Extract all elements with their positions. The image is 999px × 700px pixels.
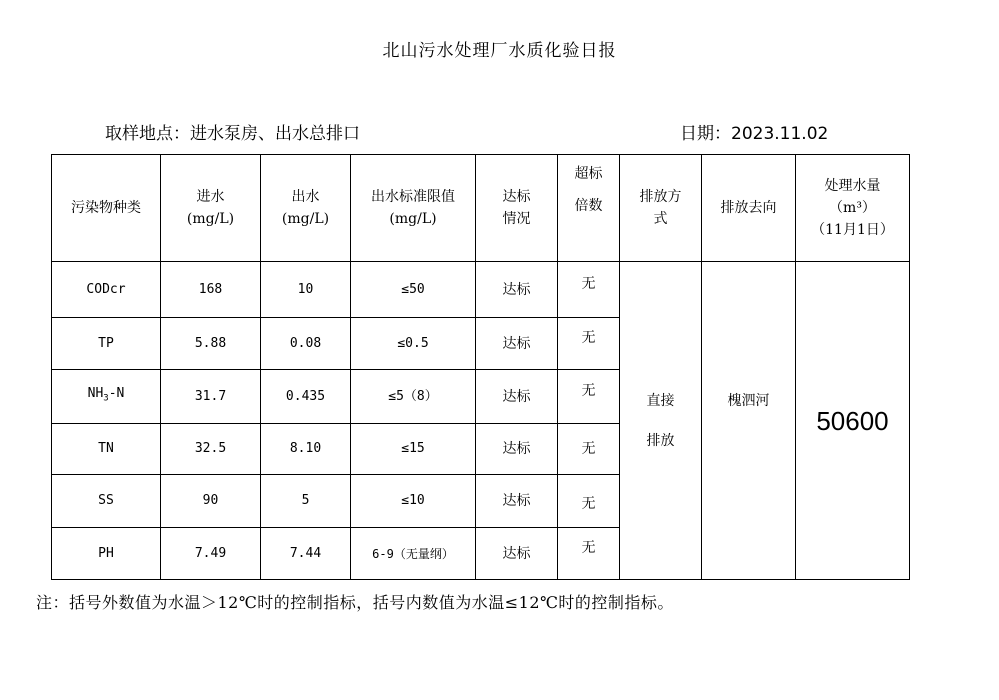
discharge-method: 直接 排放: [620, 262, 702, 580]
header-limit: 出水标准限值 (mg/L): [351, 155, 476, 262]
inflow-value: 7.49: [161, 528, 261, 580]
treated-volume: 50600: [796, 262, 910, 580]
limit-value: ≤0.5: [351, 318, 476, 370]
water-quality-table: [51, 154, 910, 580]
report-date: 日期：2023.11.02: [680, 124, 829, 144]
outflow-value: 7.44: [261, 528, 351, 580]
inflow-value: 32.5: [161, 424, 261, 475]
inflow-value: 31.7: [161, 370, 261, 424]
outflow-value: 5: [261, 475, 351, 528]
discharge-destination: 槐泗河: [702, 262, 796, 580]
limit-value: ≤15: [351, 424, 476, 475]
table-row: [52, 262, 910, 318]
status-value: 达标: [476, 424, 558, 475]
pollutant-name: SS: [52, 475, 161, 528]
header-exceed: 超标 倍数: [558, 155, 620, 262]
header-volume: 处理水量 （m³） （11月1日）: [796, 155, 910, 262]
limit-value: 6-9（无量纲）: [351, 528, 476, 580]
header-type: 污染物种类: [52, 155, 161, 262]
status-value: 达标: [476, 528, 558, 580]
exceed-value: 无: [558, 370, 620, 424]
exceed-value: 无: [558, 262, 620, 318]
inflow-value: 168: [161, 262, 261, 318]
limit-value: ≤50: [351, 262, 476, 318]
pollutant-name: TN: [52, 424, 161, 475]
status-value: 达标: [476, 475, 558, 528]
outflow-value: 0.435: [261, 370, 351, 424]
footnote: 注：括号外数值为水温＞12℃时的控制指标，括号内数值为水温≤12℃时的控制指标。: [36, 593, 674, 612]
pollutant-name: TP: [52, 318, 161, 370]
outflow-value: 10: [261, 262, 351, 318]
header-outflow: 出水 (mg/L): [261, 155, 351, 262]
limit-value: ≤10: [351, 475, 476, 528]
header-destination: 排放去向: [702, 155, 796, 262]
status-value: 达标: [476, 262, 558, 318]
status-value: 达标: [476, 370, 558, 424]
sampling-location: 取样地点：进水泵房、出水总排口: [105, 124, 360, 144]
status-value: 达标: [476, 318, 558, 370]
limit-value: ≤5（8）: [351, 370, 476, 424]
pollutant-name: PH: [52, 528, 161, 580]
exceed-value: 无: [558, 528, 620, 580]
pollutant-name: CODcr: [52, 262, 161, 318]
outflow-value: 8.10: [261, 424, 351, 475]
exceed-value: 无: [558, 318, 620, 370]
exceed-value: 无: [558, 475, 620, 528]
header-row: [52, 155, 910, 262]
header-status: 达标 情况: [476, 155, 558, 262]
header-method: 排放方 式: [620, 155, 702, 262]
report-title: 北山污水处理厂水质化验日报: [382, 41, 617, 61]
outflow-value: 0.08: [261, 318, 351, 370]
pollutant-name: $NH_3-N$: [52, 370, 161, 424]
inflow-value: 5.88: [161, 318, 261, 370]
header-inflow: 进水 (mg/L): [161, 155, 261, 262]
exceed-value: 无: [558, 424, 620, 475]
inflow-value: 90: [161, 475, 261, 528]
